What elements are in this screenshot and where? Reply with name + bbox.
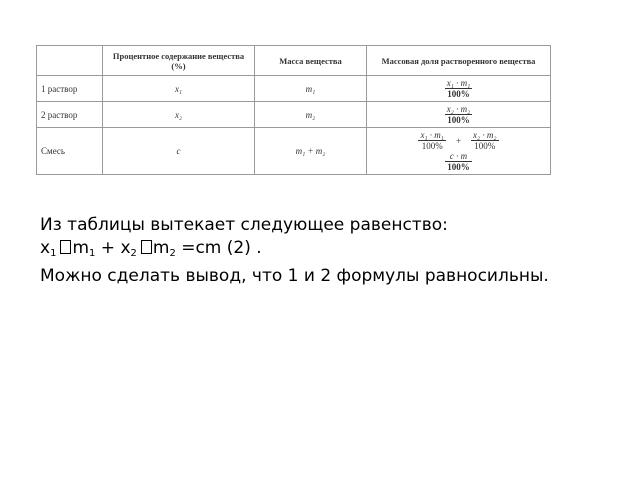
fraction-denominator: 100%	[474, 141, 496, 151]
fraction-numerator: x₂ · m₂	[446, 104, 471, 114]
solution-table-image	[36, 45, 550, 174]
text-line-1: Из таблицы вытекает следующее равенство:	[40, 215, 448, 235]
cell-fraction	[367, 76, 551, 102]
eq-x1: x	[40, 238, 51, 258]
eq-plus: +	[95, 238, 121, 258]
mixture-sum	[418, 130, 498, 151]
header-percent: Процентное содержание вещества (%)	[103, 46, 255, 76]
solution-table	[36, 45, 551, 175]
missing-glyph-box-icon	[141, 240, 152, 254]
fraction-numerator: x₁ · m₁	[446, 78, 471, 88]
cell-fraction	[367, 102, 551, 128]
cell-percent: x₁	[103, 76, 255, 102]
cell-fraction	[367, 128, 551, 175]
eq-sub-2: 2	[130, 248, 137, 259]
eq-m2: m	[152, 238, 170, 258]
row-label: 2 раствор	[37, 102, 103, 128]
fraction	[445, 78, 473, 99]
header-fraction: Массовая доля растворенного вещества	[367, 46, 551, 76]
fraction-denominator: 100%	[447, 115, 470, 125]
mixture-formula	[371, 130, 546, 172]
table-row	[37, 76, 551, 102]
header-empty	[37, 46, 103, 76]
fraction-denominator: 100%	[421, 141, 443, 151]
cell-mass: m₁ + m₂	[255, 128, 367, 175]
eq-sub-1b: 1	[89, 248, 96, 259]
eq-sub-2b: 2	[169, 248, 176, 259]
table-header-row	[37, 46, 551, 76]
eq-x2: x	[120, 238, 131, 258]
fraction-numerator: x₂ · m₂	[473, 130, 497, 140]
fraction	[418, 130, 446, 151]
cell-mass: m₁	[255, 76, 367, 102]
table-row	[37, 102, 551, 128]
fraction-denominator: 100%	[447, 89, 470, 99]
row-label: Смесь	[37, 128, 103, 175]
table-row	[37, 128, 551, 175]
slide-text	[40, 214, 610, 288]
fraction	[445, 104, 473, 125]
cell-mass: m₂	[255, 102, 367, 128]
fraction-numerator: c · m	[445, 151, 472, 162]
eq-sub-1: 1	[50, 248, 57, 259]
missing-glyph-box-icon	[60, 240, 71, 254]
row-label: 1 раствор	[37, 76, 103, 102]
fraction	[471, 130, 499, 151]
cell-percent: c	[103, 128, 255, 175]
text-line-3: Можно сделать вывод, что 1 и 2 формулы равносильны.	[40, 266, 549, 286]
fraction-denominator: 100%	[447, 162, 470, 172]
header-mass: Масса вещества	[255, 46, 367, 76]
eq-rhs: =cm (2) .	[175, 238, 262, 258]
fraction	[445, 151, 472, 172]
plus-sign: +	[455, 135, 462, 146]
eq-m1: m	[72, 238, 89, 258]
cell-percent: x₂	[103, 102, 255, 128]
fraction-numerator: x₁ · m₁	[420, 130, 444, 140]
equation-line	[40, 237, 610, 265]
